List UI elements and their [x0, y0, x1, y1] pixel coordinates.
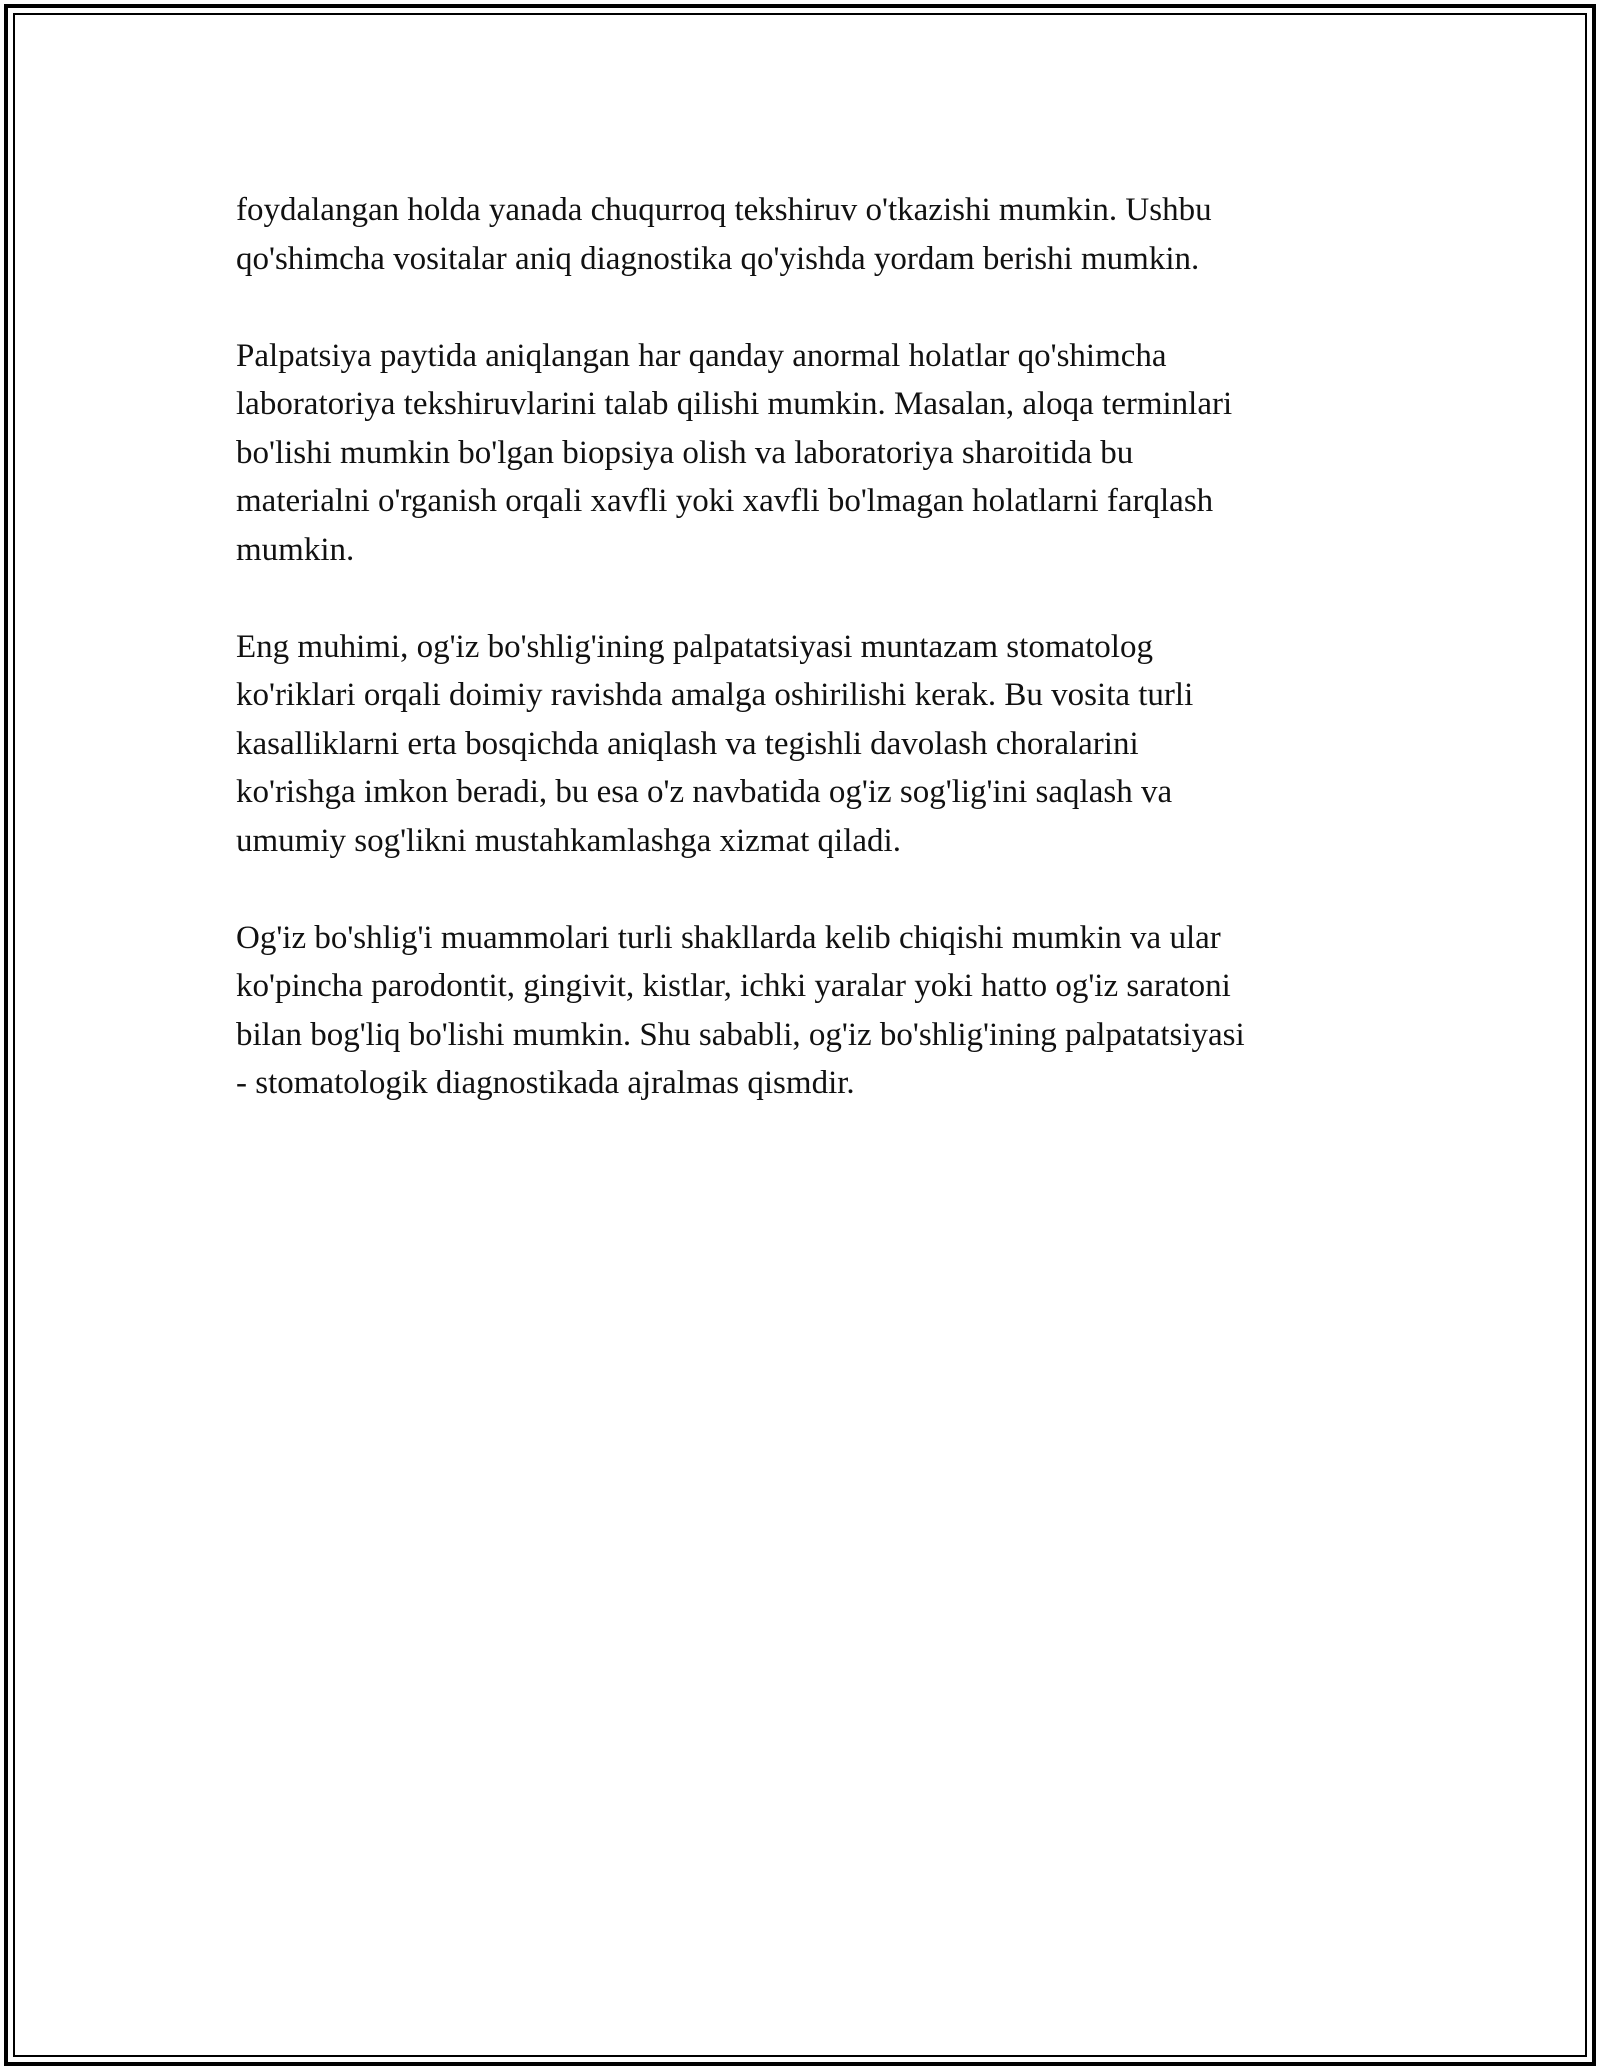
paragraph: Eng muhimi, og'iz bo'shlig'ining palpatatsiyasi muntazam stomatolog ko'riklari orqali doimiy ravishda amalga oshirilishi kerak. Bu vosita turli kasalliklarni erta bosqichda aniqlash va tegishli davolash choralarini ko'rishga imkon beradi, bu esa o'z navbatida og'iz sog'lig'ini saqlash va umumiy sog'likni mustahkamlashga xizmat qiladi. [236, 628, 1194, 859]
paragraph: Og'iz bo'shlig'i muammolari turli shakllarda kelib chiqishi mumkin va ular ko'pincha parodontit, gingivit, kistlar, ichki yaralar yoki hatto og'iz saratoni bilan bog'liq bo'lishi mumkin. Shu sababli, og'iz bo'shlig'ining palpatatsiyasi - stomatologik diagnostikada ajralmas qismdir. [236, 919, 1245, 1101]
document-body [236, 186, 1366, 1156]
paragraph: Palpatsiya paytida aniqlangan har qanday anormal holatlar qo'shimcha laboratoriya tekshiruvlarini talab qilishi mumkin. Masalan, aloqa terminlari bo'lishi mumkin bo'lgan biopsiya olish va laboratoriya sharoitida bu materialni o'rganish orqali xavfli yoki xavfli bo'lmagan holatlarni farqlash mumkin. [236, 337, 1233, 568]
paragraph: foydalangan holda yanada chuqurroq tekshiruv o'tkazishi mumkin. Ushbu qo'shimcha vositalar aniq diagnostika qo'yishda yordam berishi mumkin. [236, 192, 1212, 277]
